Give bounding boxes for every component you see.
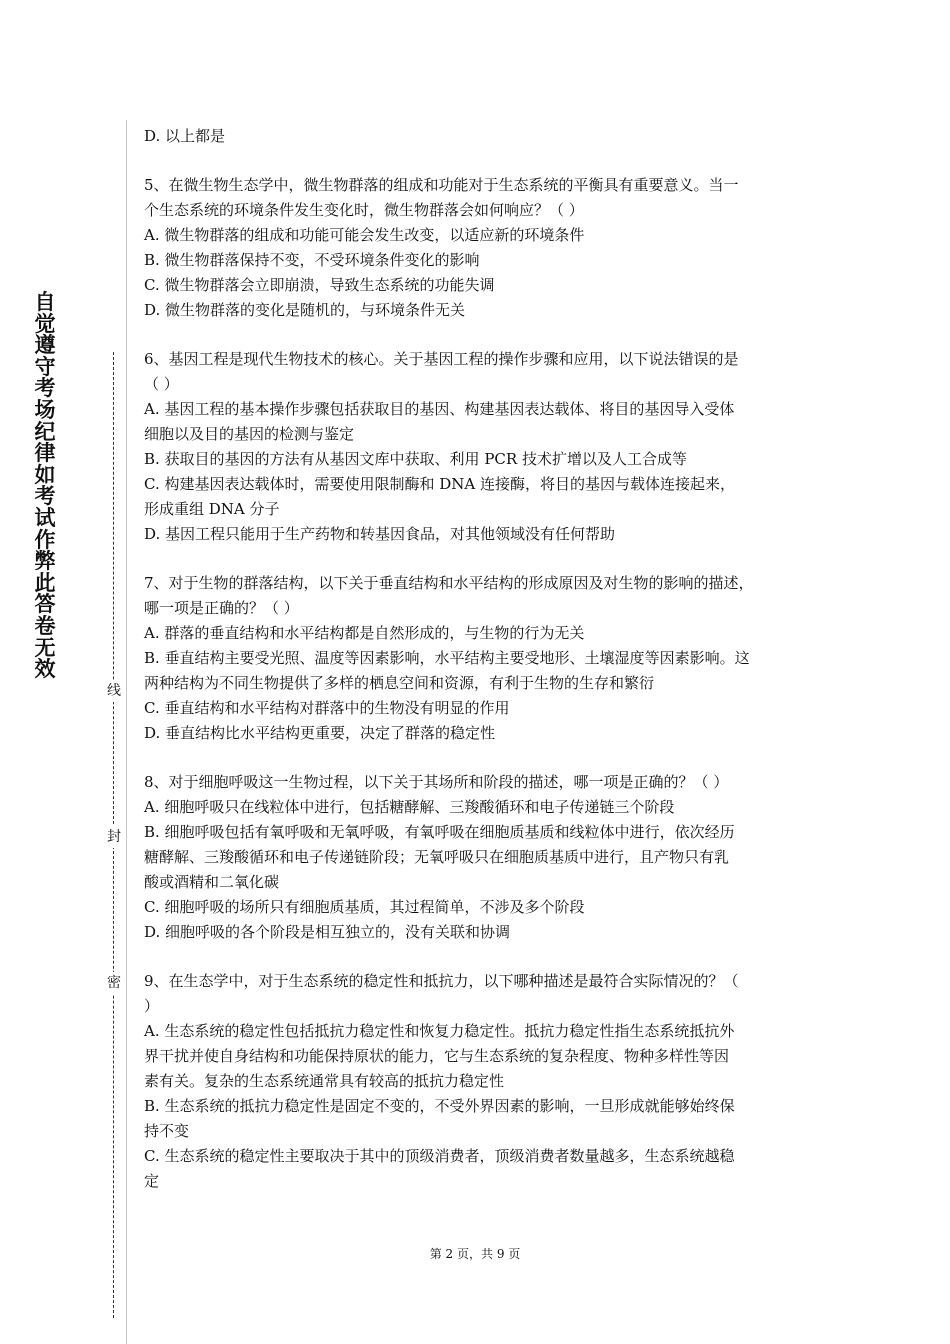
question-line: D. 细胞呼吸的各个阶段是相互独立的，没有关联和协调 <box>144 923 511 941</box>
question-q4-tail <box>144 124 814 149</box>
question-line: 9、在生态学中，对于生态系统的稳定性和抵抗力，以下哪种描述是最符合实际情况的？（ <box>144 972 739 990</box>
cut-label-mi: 密 <box>104 972 124 994</box>
question-line: A. 微生物群落的组成和功能可能会发生改变，以适应新的环境条件 <box>144 226 585 244</box>
question-line: B. 垂直结构主要受光照、温度等因素影响，水平结构主要受地形、土壤湿度等因素影响。这 <box>144 649 750 667</box>
question-line: B. 生态系统的抵抗力稳定性是固定不变的，不受外界因素的影响，一旦形成就能够始终保 <box>144 1097 735 1115</box>
question-line: B. 细胞呼吸包括有氧呼吸和无氧呼吸，有氧呼吸在细胞质基质和线粒体中进行，依次经历 <box>144 823 735 841</box>
question-line: 7、对于生物的群落结构，以下关于垂直结构和水平结构的形成原因及对生物的影响的描述， <box>144 574 754 592</box>
question-line: C. 细胞呼吸的场所只有细胞质基质，其过程简单，不涉及多个阶段 <box>144 898 585 916</box>
question-line: （ ） <box>144 375 179 393</box>
question-line: D. 基因工程只能用于生产药物和转基因食品，对其他领域没有任何帮助 <box>144 525 616 543</box>
question-line: 个生态系统的环境条件发生变化时，微生物群落会如何响应？（ ） <box>144 201 584 219</box>
question-line: D. 微生物群落的变化是随机的，与环境条件无关 <box>144 301 466 319</box>
question-line: D. 垂直结构比水平结构更重要，决定了群落的稳定性 <box>144 724 496 742</box>
question-q7 <box>144 571 814 746</box>
exam-discipline-notice: 自觉遵守考场纪律如考试作弊此答卷无效 <box>34 290 56 682</box>
question-line: 8、对于细胞呼吸这一生物过程，以下关于其场所和阶段的描述，哪一项是正确的？（ ） <box>144 773 729 791</box>
question-q8 <box>144 770 814 945</box>
question-line: C. 生态系统的稳定性主要取决于其中的顶级消费者，顶级消费者数量越多，生态系统越稳 <box>144 1147 735 1165</box>
question-q5 <box>144 173 814 323</box>
question-line: B. 微生物群落保持不变，不受环境条件变化的影响 <box>144 251 480 269</box>
question-line: 细胞以及目的基因的检测与鉴定 <box>144 425 355 443</box>
page-number: 第 2 页，共 9 页 <box>429 1247 521 1261</box>
question-q6 <box>144 347 814 547</box>
question-line: 定 <box>144 1172 160 1190</box>
question-line: A. 群落的垂直结构和水平结构都是自然形成的，与生物的行为无关 <box>144 624 585 642</box>
question-line: 持不变 <box>144 1122 190 1140</box>
question-line: C. 微生物群落会立即崩溃，导致生态系统的功能失调 <box>144 276 495 294</box>
question-line: 界干扰并使自身结构和功能保持原状的能力，它与生态系统的复杂程度、物种多样性等因 <box>144 1047 730 1065</box>
question-line: C. 垂直结构和水平结构对群落中的生物没有明显的作用 <box>144 699 510 717</box>
question-line: A. 细胞呼吸只在线粒体中进行，包括糖酵解、三羧酸循环和电子传递链三个阶段 <box>144 798 675 816</box>
question-line: ） <box>144 997 160 1015</box>
question-q9 <box>144 969 814 1194</box>
cut-label-xian: 线 <box>104 680 124 702</box>
margin-rule <box>126 120 127 1344</box>
question-line: 形成重组 DNA 分子 <box>144 500 280 518</box>
question-line: B. 获取目的基因的方法有从基因文库中获取、利用 PCR 技术扩增以及人工合成等 <box>144 450 687 468</box>
question-line: D. 以上都是 <box>144 127 226 145</box>
cut-label-feng: 封 <box>104 826 124 848</box>
question-line: 两种结构为不同生物提供了多样的栖息空间和资源，有利于生物的生存和繁衍 <box>144 674 655 692</box>
question-line: 6、基因工程是现代生物技术的核心。关于基因工程的操作步骤和应用，以下说法错误的是 <box>144 350 739 368</box>
question-line: 5、在微生物生态学中，微生物群落的组成和功能对于生态系统的平衡具有重要意义。当一 <box>144 176 739 194</box>
question-line: 哪一项是正确的？（ ） <box>144 599 299 617</box>
question-line: A. 基因工程的基本操作步骤包括获取目的基因、构建基因表达载体、将目的基因导入受体 <box>144 400 735 418</box>
question-line: 糖酵解、三羧酸循环和电子传递链阶段；无氧呼吸只在细胞质基质中进行，且产物只有乳 <box>144 848 730 866</box>
question-line: 酸或酒精和二氧化碳 <box>144 873 280 891</box>
question-line: A. 生态系统的稳定性包括抵抗力稳定性和恢复力稳定性。抵抗力稳定性指生态系统抵抗外 <box>144 1022 735 1040</box>
question-content <box>144 124 814 1194</box>
question-line: 素有关。复杂的生态系统通常具有较高的抵抗力稳定性 <box>144 1072 505 1090</box>
question-line: C. 构建基因表达载体时，需要使用限制酶和 DNA 连接酶，将目的基因与载体连接起来， <box>144 475 736 493</box>
